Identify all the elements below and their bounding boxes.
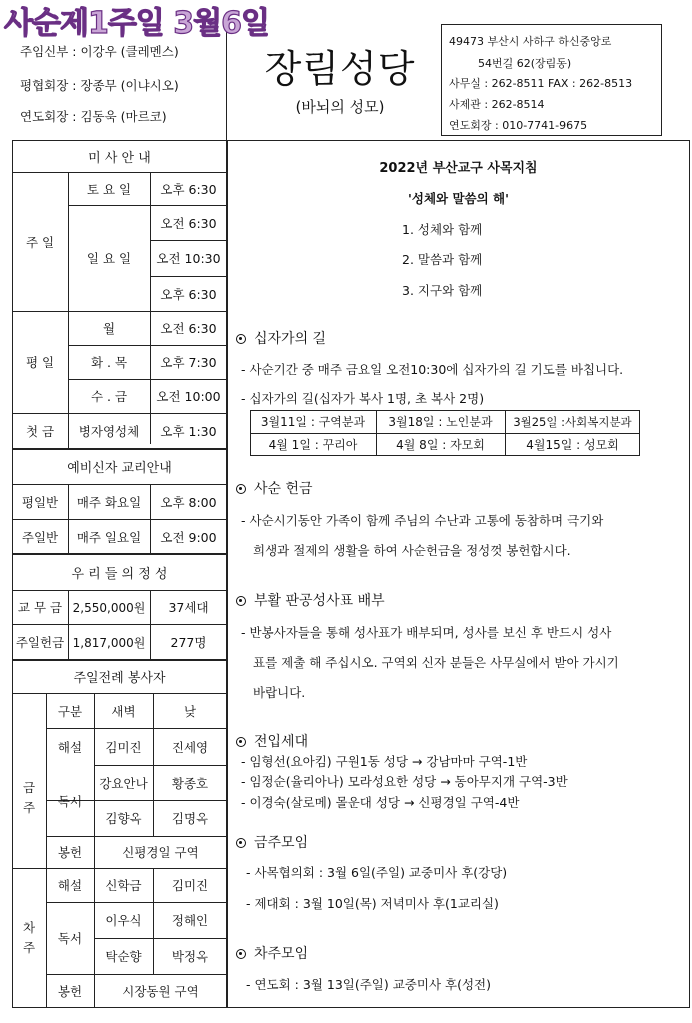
- next-week-reader-day-2: 박정옥: [171, 949, 209, 964]
- weekday-day-1: 월: [102, 321, 116, 336]
- offering-row-2-amount: 1,817,000원: [72, 635, 146, 650]
- this-week-offertory-group: 신평경일 구역: [122, 845, 199, 860]
- stations-title: 십자가의 길: [254, 331, 327, 347]
- weekday-time-2: 오후 7:30: [160, 355, 217, 370]
- newcomers-heading: [236, 731, 308, 751]
- lent-offering-line-2: 희생과 절제의 생활을 하여 사순헌금을 정성껏 봉헌합시다.: [253, 543, 571, 558]
- this-week-meetings-heading: [236, 832, 308, 852]
- offering-row-1-label: 교 무 금: [17, 600, 63, 615]
- first-friday-label: 첫 금: [25, 423, 55, 439]
- elders-contact: 연도회장 : 010-7741-9675: [449, 119, 588, 132]
- offering-row-2-label: 주일헌금: [15, 635, 65, 650]
- next-week-reader-dawn-1: 이우식: [105, 913, 142, 928]
- council-president-line: 평협회장 : 장종무 (이냐시오): [20, 78, 179, 93]
- stations-line-2: - 십자가의 길(십자가 복사 1명, 초 복사 2명): [241, 391, 485, 406]
- this-week-reader-day-2: 김명옥: [171, 811, 209, 826]
- this-week-offertory-label: 봉헌: [57, 845, 83, 860]
- next-week-commentator-day: 김미진: [171, 878, 209, 893]
- bullet-icon: [236, 334, 246, 344]
- this-week-reader-label: 독서: [57, 793, 83, 809]
- this-week-commentator-label: 해설: [57, 739, 83, 755]
- next-week-offertory-label: 봉헌: [57, 984, 83, 999]
- elders-president-line: 연도회장 : 김동욱 (마르코): [20, 109, 167, 124]
- offering-title: 우 리 들 의 정 성: [71, 566, 168, 582]
- catechumen-row-2-time: 오전 9:00: [160, 529, 217, 545]
- address-line1: 49473 부산시 사하구 하신중앙로: [449, 35, 612, 48]
- catechumen-row-1-label: 평일반: [21, 494, 59, 510]
- office-phone: 사무실 : 262-8511 FAX : 262-8513: [449, 77, 633, 90]
- bullet-icon: [236, 838, 246, 848]
- first-friday-desc: 병자영성체: [78, 423, 140, 439]
- first-friday-time: 오후 1:30: [160, 423, 217, 439]
- catechumen-title: 예비신자 교리안내: [67, 460, 172, 476]
- servers-title: 주일전례 봉사자: [73, 671, 166, 686]
- this-week-meeting-2: - 제대회 : 3월 10일(목) 저녁미사 후(1교리실): [246, 896, 499, 911]
- parish-subtitle: (바뇌의 성모): [295, 98, 385, 116]
- stations-line-1: - 사순기간 중 매주 금요일 오전10:30에 십자가의 길 기도를 바칩니다.: [241, 362, 624, 377]
- pastoral-theme: '성체와 말씀의 해': [408, 191, 509, 206]
- weekday-time-3: 오전 10:00: [156, 389, 221, 404]
- this-week-meeting-1: - 사목협의회 : 3월 6일(주일) 교중미사 후(강당): [246, 865, 508, 880]
- this-week-meetings-title: 금주모임: [254, 835, 309, 851]
- rectory-phone: 사제관 : 262-8514: [449, 98, 545, 111]
- weekday-day-3: 수 . 금: [90, 389, 128, 404]
- catechumen-row-2-label: 주일반: [21, 529, 59, 545]
- sunday-day-label: 일 요 일: [86, 251, 132, 266]
- offering-row-1-amount: 2,550,000원: [72, 600, 146, 615]
- bullet-icon: [236, 596, 246, 606]
- stations-slot-1: 3월11일 : 구역분과: [260, 415, 366, 429]
- newcomer-line-3: - 이경숙(살로메) 몰운대 성당 → 신평경일 구역-4반: [241, 795, 520, 810]
- bullet-icon: [236, 737, 246, 747]
- sunday-time-2: 오전 10:30: [156, 251, 221, 266]
- lent-offering-line-1: - 사순시기동안 가족이 함께 주님의 수난과 고통에 동참하며 극기와: [241, 513, 604, 528]
- bullet-icon: [236, 949, 246, 959]
- this-week-commentator-dawn: 김미진: [105, 739, 142, 755]
- catechumen-row-1-day: 매주 화요일: [76, 494, 142, 510]
- next-week-commentator-dawn: 신학금: [105, 878, 142, 893]
- weekday-time-1: 오전 6:30: [160, 321, 217, 336]
- newcomers-title: 전입세대: [254, 734, 309, 750]
- page-stamp: 사순제1주일 3월6일: [4, 6, 269, 41]
- newcomer-line-2: - 임정순(율리아나) 모라성요한 성당 → 동아무지개 구역-3반: [241, 774, 568, 789]
- parish-name: 장림성당: [264, 47, 416, 91]
- servers-header-dawn: 새벽: [111, 703, 136, 719]
- this-week-label: 금 주: [22, 780, 36, 815]
- lent-offering-title: 사순 헌금: [254, 481, 313, 497]
- next-week-label: 차 주: [22, 920, 36, 955]
- pastor-line: 주임신부 : 이강우 (클레멘스): [20, 44, 179, 59]
- pastoral-item-2: 2. 말씀과 함께: [402, 252, 483, 267]
- pastoral-title: 2022년 부산교구 사목지침: [379, 161, 538, 176]
- saturday-label: 토 요 일: [86, 181, 132, 197]
- sunday-time-3: 오후 6:30: [160, 286, 217, 302]
- offering-row-1-count: 37세대: [168, 600, 209, 615]
- stations-slot-3: 3월25일 :사회복지분과: [513, 414, 632, 429]
- next-week-commentator-label: 해설: [57, 878, 83, 893]
- mass-guide-title: 미 사 안 내: [88, 150, 151, 166]
- saturday-time: 오후 6:30: [160, 181, 217, 197]
- lent-offering-heading: [236, 478, 313, 498]
- catechumen-row-2-day: 매주 일요일: [76, 529, 142, 545]
- easter-tickets-title: 부활 판공성사표 배부: [254, 593, 385, 609]
- next-week-meetings-title: 차주모임: [254, 946, 309, 962]
- stations-heading: [236, 328, 326, 348]
- easter-tickets-line-3: 바랍니다.: [253, 685, 306, 700]
- next-week-reader-day-1: 정해인: [171, 913, 209, 928]
- sunday-time-1: 오전 6:30: [160, 215, 217, 231]
- stations-slot-6: 4월15일 : 성모회: [526, 438, 619, 452]
- weekday-day-2: 화 . 목: [90, 355, 128, 370]
- next-week-offertory-group: 시장동원 구역: [122, 984, 199, 999]
- newcomer-line-1: - 임형선(요아킴) 구원1동 성당 → 강남마마 구역-1반: [241, 754, 528, 769]
- this-week-commentator-day: 진세영: [171, 739, 209, 755]
- this-week-reader-dawn-2: 김향옥: [105, 811, 142, 826]
- pastoral-item-3: 3. 지구와 함께: [402, 283, 483, 298]
- sunday-label: 주 일: [25, 234, 55, 250]
- easter-tickets-line-1: - 반봉사자들을 통해 성사표가 배부되며, 성사를 보신 후 반드시 성사: [241, 625, 612, 640]
- next-week-meeting-1: - 연도회 : 3월 13일(주일) 교중미사 후(성전): [246, 977, 491, 992]
- address-line2: 54번길 62(장림동): [478, 57, 572, 70]
- next-week-reader-label: 독서: [57, 931, 83, 946]
- stations-slot-4: 4월 1일 : 꾸리아: [268, 438, 358, 452]
- offering-row-2-count: 277명: [170, 635, 207, 650]
- pastoral-item-1: 1. 성체와 함께: [402, 222, 483, 237]
- bullet-icon: [236, 484, 246, 494]
- weekday-label: 평 일: [25, 355, 55, 370]
- catechumen-row-1-time: 오후 8:00: [160, 494, 217, 510]
- next-week-meetings-heading: [236, 943, 308, 963]
- this-week-reader-dawn-1: 강요안나: [99, 775, 148, 791]
- servers-header-category: 구분: [57, 703, 83, 719]
- easter-tickets-line-2: 표를 제출 해 주십시오. 구역외 신자 분들은 사무실에서 받아 가시기: [253, 655, 619, 670]
- next-week-reader-dawn-2: 탁순향: [105, 949, 142, 964]
- stations-slot-2: 3월18일 : 노인분과: [388, 415, 493, 429]
- easter-tickets-heading: [236, 590, 385, 610]
- stations-slot-5: 4월 8일 : 자모회: [396, 438, 485, 452]
- servers-header-day: 낮: [183, 703, 197, 719]
- this-week-reader-day-1: 황종호: [171, 775, 209, 791]
